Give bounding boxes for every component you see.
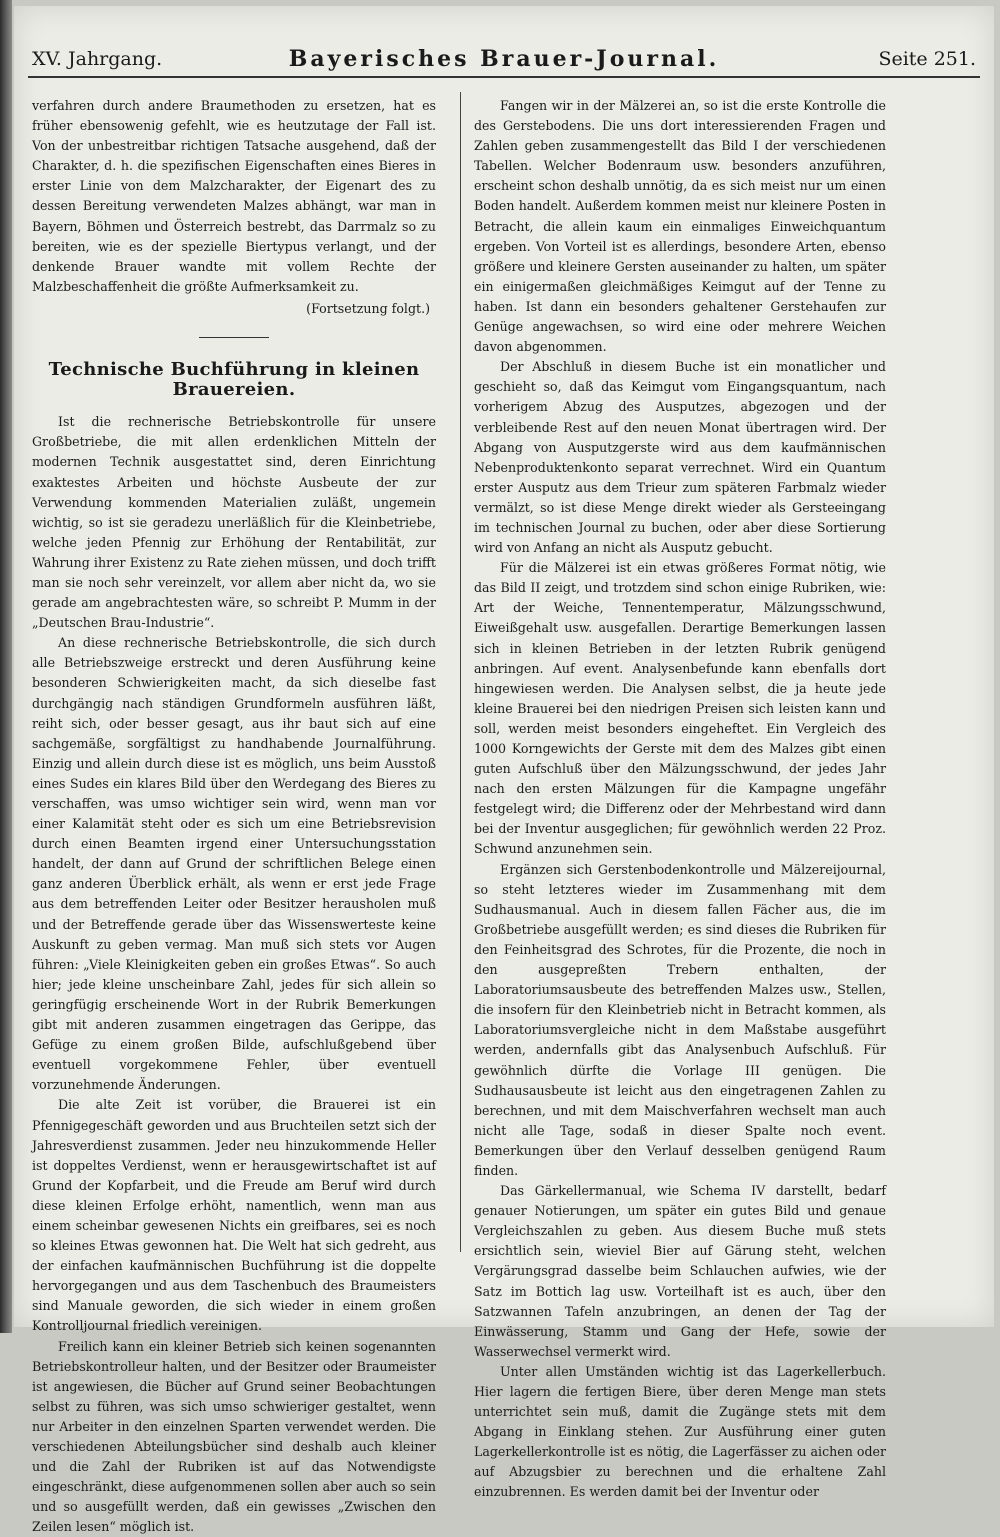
paragraph: Unter allen Umständen wichtig ist das Lagerkellerbuch. Hier lagern die fertigen Biere, über deren Menge man stets unterrichtet sein muß, damit die Zugänge stets mit dem Abgang in Einklang stehen. Zur Ausführung einer guten Lagerkellerkontrolle ist es nötig, die Lagerfässer zu aichen oder auf Abzugsbier zu berechnen und die erhaltene Zahl einzubrennen. Es werden damit bei der Inventur oder <box>474 1363 886 1500</box>
paragraph: Für die Mälzerei ist ein etwas größeres Format nötig, wie das Bild II zeigt, und trotzdem sind schon einige Rubriken, wie: Art der Weiche, Tennentemperatur, Mälzungsschwund, Eiweißgehalt usw. ausgefallen. Derartige Bemerkungen lassen sich in kleinen Betrieben in der letzten Rubrik genügend anbringen. Auf event. Analysenbefunde kann ebenfalls dort hingewiesen werden. Die Analysen selbst, die ja heute jede kleine Brauerei bei den niedrigen Preisen sich leisten kann und soll, werden meist besonders eingeheftet. Ein Vergleich des 1000 Korngewichts der Gerste mit dem des Malzes gibt einen guten Aufschluß über den Mälzungsschwund, der jedes Jahr nach den ersten Mälzungen für die Kampagne ungefähr festgelegt wird; die Differenz oder der Mehrbestand wird dann bei der Inventur ausgeglichen; für gewöhnlich werden 22 Proz. Schwund anzunehmen sein. <box>474 560 886 857</box>
page-header <box>28 46 980 78</box>
paragraph: Ergänzen sich Gerstenbodenkontrolle und Mälzereijournal, so steht letzteres wieder im Zusammenhang mit dem Sudhausmanual. Auch in diesem fallen Fächer aus, die im Großbetriebe ausgefüllt werden; es sind dieses die Rubriken für den Feinheitsgrad des Schrotes, für die Prozente, die noch in den ausgepreßten Trebern enthalten, der Laboratoriumsausbeute des betreffenden Malzes usw., Stellen, die insofern für den Kleinbetrieb nicht in Betracht kommen, als Laboratoriumsvergleiche nicht in dem Maßstabe ausgeführt werden, andernfalls gibt das Analysenbuch Aufschluß. Für gewöhnlich dürfte die Vorlage III genügen. Die Sudhausausbeute ist leicht aus den eingetragenen Zahlen zu berechnen, und mit dem Maischverfahren wechselt man auch nicht alle Tage, sodaß in dieser Spalte noch event. Bemerkungen über den Verlauf desselben genügend Raum finden. <box>474 861 886 1178</box>
left-column <box>32 96 436 1537</box>
paragraph: Der Abschluß in diesem Buche ist ein monatlicher und geschieht so, daß das Keimgut vom Eingangsquantum, nach vorherigem Abzug des Ausputzes, abgezogen und der verbleibende Rest auf den neuen Monat übertragen wird. Der Abgang von Ausputzgerste wird aus dem kaufmännischen Nebenproduktenkonto separat verrechnet. Wird ein Quantum erster Ausputz aus dem Trieur zum späteren Farbmalz wieder vermälzt, so ist diese Menge direkt wieder als Gersteeingang im technischen Journal zu buchen, oder aber diese Sortierung wird von Anfang an nicht als Ausputz gebucht. <box>474 359 886 556</box>
paragraph: Ist die rechnerische Betriebskontrolle für unsere Großbetriebe, die mit allen erdenklichen Mitteln der modernen Technik ausgestattet sind, deren Einrichtung exaktestes Arbeiten und höchste Ausbeute der zur Verwendung kommenden Materialien zuläßt, ungemein wichtig, so ist sie geradezu unerläßlich für die Kleinbetriebe, welche jeden Pfennig zur Erhöhung der Rentabilität, zur Wahrung ihrer Existenz zu Rate ziehen müssen, und doch trifft man sie noch sehr vereinzelt, vor allem aber nicht da, wo sie gerade am angebrachtesten wäre, so schreibt P. Mumm in der „Deutschen Brau-Industrie“. <box>32 414 436 631</box>
paragraph: Freilich kann ein kleiner Betrieb sich keinen sogenannten Betriebskontrolleur halten, und der Besitzer oder Braumeister ist angewiesen, die Bücher auf Grund seiner Beobachtungen selbst zu führen, was sich umso schwieriger gestaltet, wenn nur Arbeiter in den einzelnen Sparten verwendet werden. Die verschiedenen Abteilungsbücher sind deshalb auch kleiner und die Zahl der Rubriken ist auf das Notwendigste eingeschränkt, diese aufgenommenen sollen aber auch so sein und so ausgefüllt werden, daß ein gewisses „Zwischen den Zeilen lesen“ möglich ist. <box>32 1338 436 1535</box>
journal-page <box>14 6 994 1535</box>
paragraph: An diese rechnerische Betriebskontrolle, die sich durch alle Betriebszweige erstreckt und deren Ausführung keine besonderen Schwierigkeiten macht, da sich dieselbe fast durchgängig nach ständigen Grundformeln ausführen läßt, reiht sich, oder besser gesagt, aus ihr baut sich auf eine sachgemäße, sorgfältigst zu handhabende Journalführung. Einzig und allein durch diese ist es möglich, uns beim Ausstoß eines Sudes ein klares Bild über den Werdegang des Bieres zu verschaffen, was umso wichtiger sein wird, wenn man vor einer Kalamität steht oder es sich um eine Betriebsrevision durch einen Beamten irgend einer Untersuchungsstation handelt, der dann auf Grund der schriftlichen Belege einen ganz anderen Überblick erhält, als wenn er erst jede Frage aus dem betreffenden Leiter oder Besitzer herausholen muß und der Betreffende gerade über das Wissenswerteste keine Auskunft zu geben vermag. Man muß sich stets vor Augen führen: „Viele Kleinigkeiten geben ein großes Etwas“. So auch hier; jede kleine unscheinbare Zahl, jedes für sich allein so geringfügig erscheinende Wort in der Rubrik Bemerkungen gibt mit anderen zusammen eingetragen das Gerippe, das Gefüge zu einem großen Bilde, aufschlußgebend über eventuell vorgekommene Fehler, über eventuell vorzunehmende Änderungen. <box>32 635 436 1093</box>
book-binding <box>0 0 12 1333</box>
column-divider <box>460 92 461 1252</box>
page-number: Seite 251. <box>878 48 976 70</box>
continued-note: (Fortsetzung folgt.) <box>306 300 430 316</box>
paragraph: Die alte Zeit ist vorüber, die Brauerei ist ein Pfennigegeschäft geworden und aus Bruchteilen setzt sich der Jahresverdienst zusammen. Jeder neu hinzukommende Heller ist doppeltes Verdienst, wenn er herausgewirtschaftet ist auf Grund der Kopfarbeit, und die Freude am Beruf wird durch diese kleinen Erfolge erhöht, namentlich, wenn man aus einem scheinbar gewesenen Nichts ein greifbares, sei es noch so kleines Etwas gewonnen hat. Die Welt hat sich gedreht, aus der einfachen kaufmännischen Buchführung ist die doppelte hervorgegangen und aus dem Taschenbuch des Braumeisters sind Manuale geworden, die sich wieder in einem großen Kontrolljournal friedlich vereinigen. <box>32 1097 436 1334</box>
journal-title: Bayerisches Brauer-Journal. <box>288 46 720 72</box>
separator-rule <box>199 337 269 338</box>
right-column <box>474 96 886 1503</box>
volume-label: XV. Jahrgang. <box>32 48 163 70</box>
paragraph: Fangen wir in der Mälzerei an, so ist die erste Kontrolle die des Gerstebodens. Die uns dort interessierenden Fragen und Zahlen geben zusammengestellt das Bild I der verschiedenen Tabellen. Welcher Bodenraum usw. besonders anzuführen, erscheint schon deshalb unnötig, da es sich meist nur um einen Boden handelt. Außerdem kommen meist nur kleinere Posten in Betracht, die allein kaum ein einmaliges Einweichquantum ergeben. Von Vorteil ist es allerdings, besondere Arten, ebenso größere und kleinere Gersten auseinander zu halten, um später ein einigermaßen gleichmäßiges Keimgut auf der Tenne zu haben. Ist dann ein besonders gehaltener Gerstehaufen zur Genüge angewachsen, so wird eine oder mehrere Weichen davon abgenommen. <box>474 98 886 355</box>
paragraph: verfahren durch andere Braumethoden zu ersetzen, hat es früher ebensowenig gefehlt, wie es heutzutage der Fall ist. Von der unbestreitbar richtigen Tatsache ausgehend, daß der Charakter, d. h. die spezifischen Eigenschaften eines Bieres in erster Linie von dem Malzcharakter, der Eigenart des zu dessen Bereitung verwendeten Malzes abhängt, war man in Bayern, Böhmen und Österreich bestrebt, das Darrmalz so zu bereiten, wie es der spezielle Biertypus verlangt, und der denkende Brauer wandte mit vollem Rechte der Malzbeschaffenheit die größte Aufmerksamkeit zu. <box>32 98 436 294</box>
paragraph: Das Gärkellermanual, wie Schema IV darstellt, bedarf genauer Notierungen, um später ein gutes Bild und genaue Vergleichszahlen zu geben. Aus diesem Buche muß stets ersichtlich sein, wieviel Bier auf Gärung steht, welchen Vergärungsgrad dasselbe beim Schlauchen aufwies, wie der Satz im Bottich lag usw. Vorteilhaft ist es auch, über den Satzwannen Tafeln anzubringen, an denen der Tag der Einwässerung, Stamm und Gang der Hefe, sowie der Wasserwechsel vermerkt wird. <box>474 1183 886 1359</box>
article-title: Technische Buchführung in kleinen Brauereien. <box>48 359 420 401</box>
